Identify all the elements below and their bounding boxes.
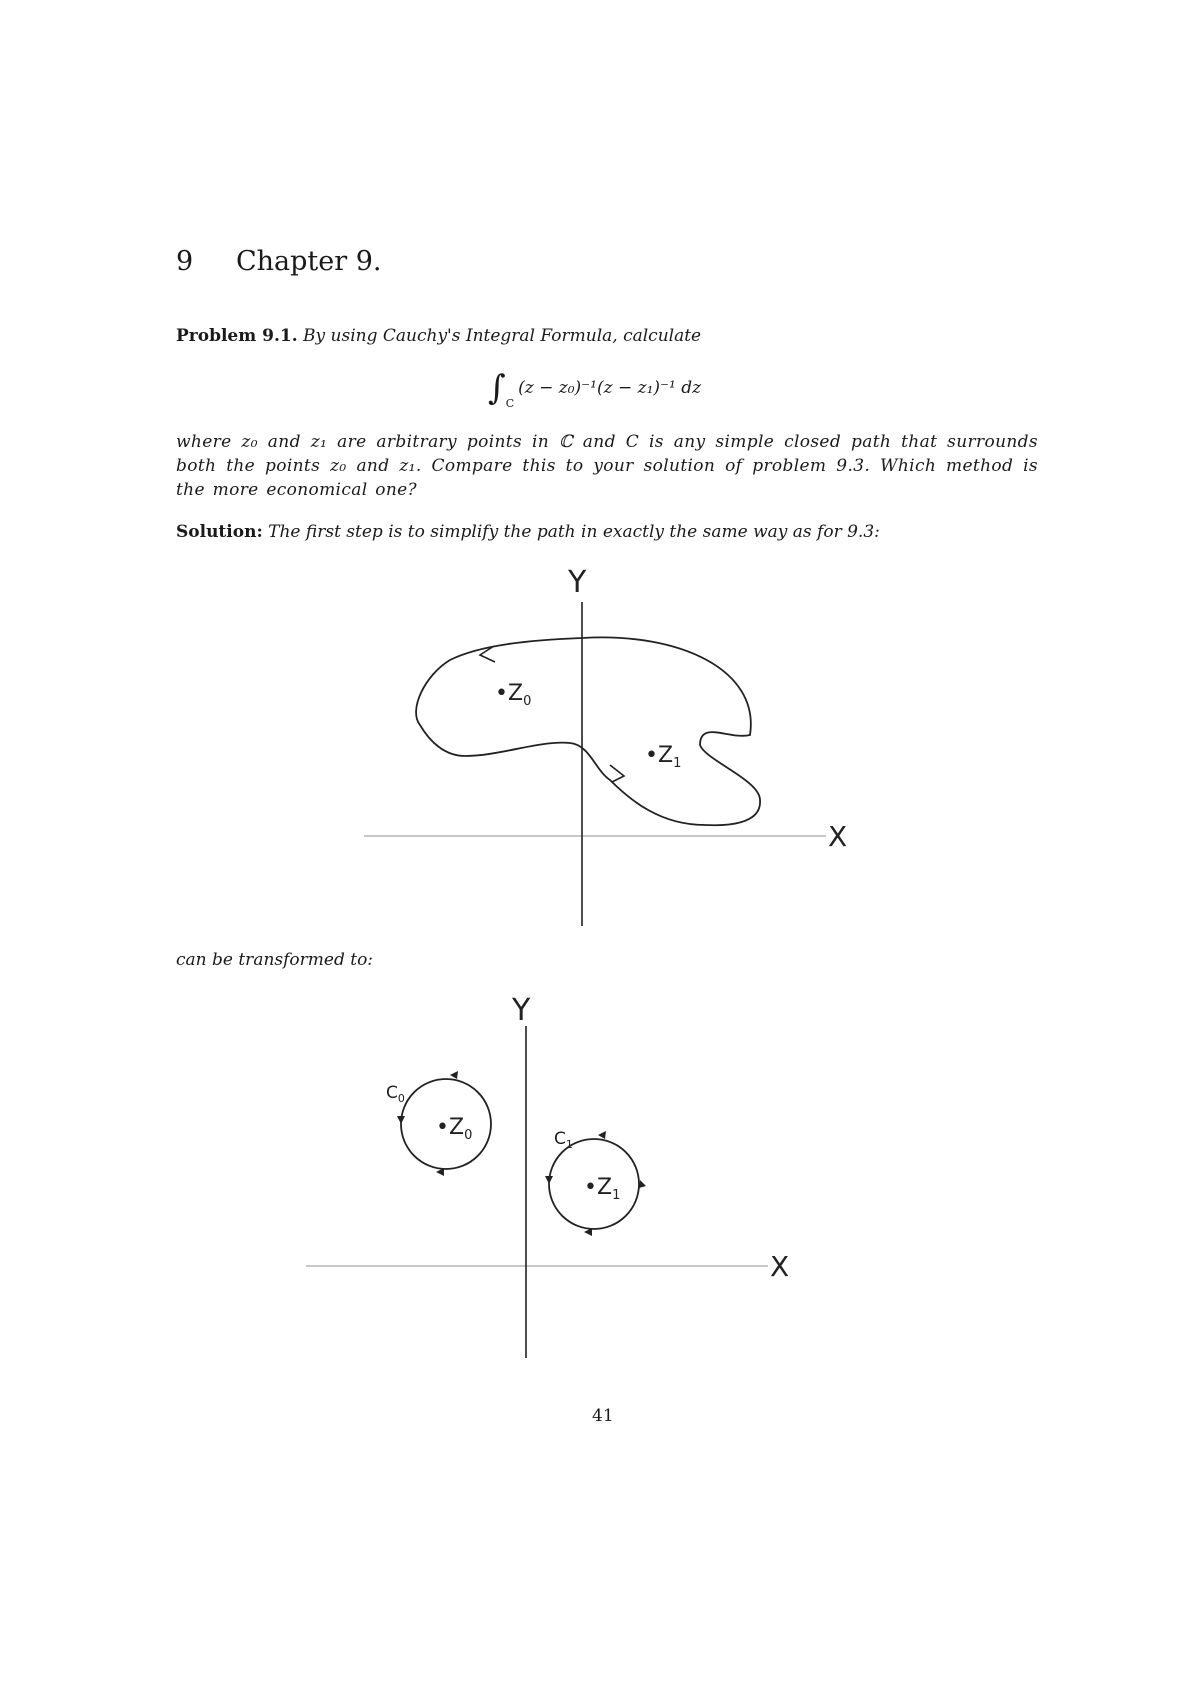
fig2-c0-arrow-left <box>397 1116 405 1124</box>
fig2-y-label: Y <box>512 993 531 1028</box>
page-number: 41 <box>592 1406 614 1426</box>
solution-text: The first step is to simplify the path in exactly the same way as for 9.3: <box>268 522 880 542</box>
fig1-y-label: Y <box>568 565 587 600</box>
fig2-c1-label: $C_1$ <box>554 1129 573 1151</box>
problem-label: Problem 9.1. <box>176 326 298 346</box>
chapter-title: Chapter 9. <box>236 246 382 277</box>
fig2-point-z1: $•Z_1$ <box>584 1175 621 1203</box>
problem-text: By using Cauchy's Integral Formula, calculate <box>303 326 702 346</box>
fig1-point-z1: $•Z_1$ <box>645 743 682 771</box>
fig2-c1-arrow-left <box>545 1176 553 1184</box>
fig2-point-z0: $•Z_0$ <box>436 1115 473 1143</box>
integral-sign: ∫ <box>488 368 506 408</box>
solution-label: Solution: <box>176 522 263 542</box>
fig2-x-label: X <box>770 1250 790 1283</box>
problem-paragraph: where z₀ and z₁ are arbitrary points in ℂ and C is any simple closed path that surrounds both the points z₀ and z₁. Compare this to your solution of problem 9.3. Which method is the more economical one? <box>176 432 1038 500</box>
chapter-number: 9 <box>176 246 194 277</box>
fig2-c0-label: $C_0$ <box>386 1083 405 1105</box>
fig2-c1-arrow-top <box>598 1131 606 1139</box>
fig1-point-z0: $•Z_0$ <box>495 681 532 709</box>
transition-text: can be transformed to: <box>176 950 374 970</box>
integral-contour-subscript: C <box>505 397 515 410</box>
fig2-c1-arrow-right <box>639 1180 646 1188</box>
fig2-c0-arrow-top <box>450 1071 458 1079</box>
integrand: (z − z₀)⁻¹(z − z₁)⁻¹ dz <box>518 378 702 398</box>
fig1-x-label: X <box>828 820 848 853</box>
